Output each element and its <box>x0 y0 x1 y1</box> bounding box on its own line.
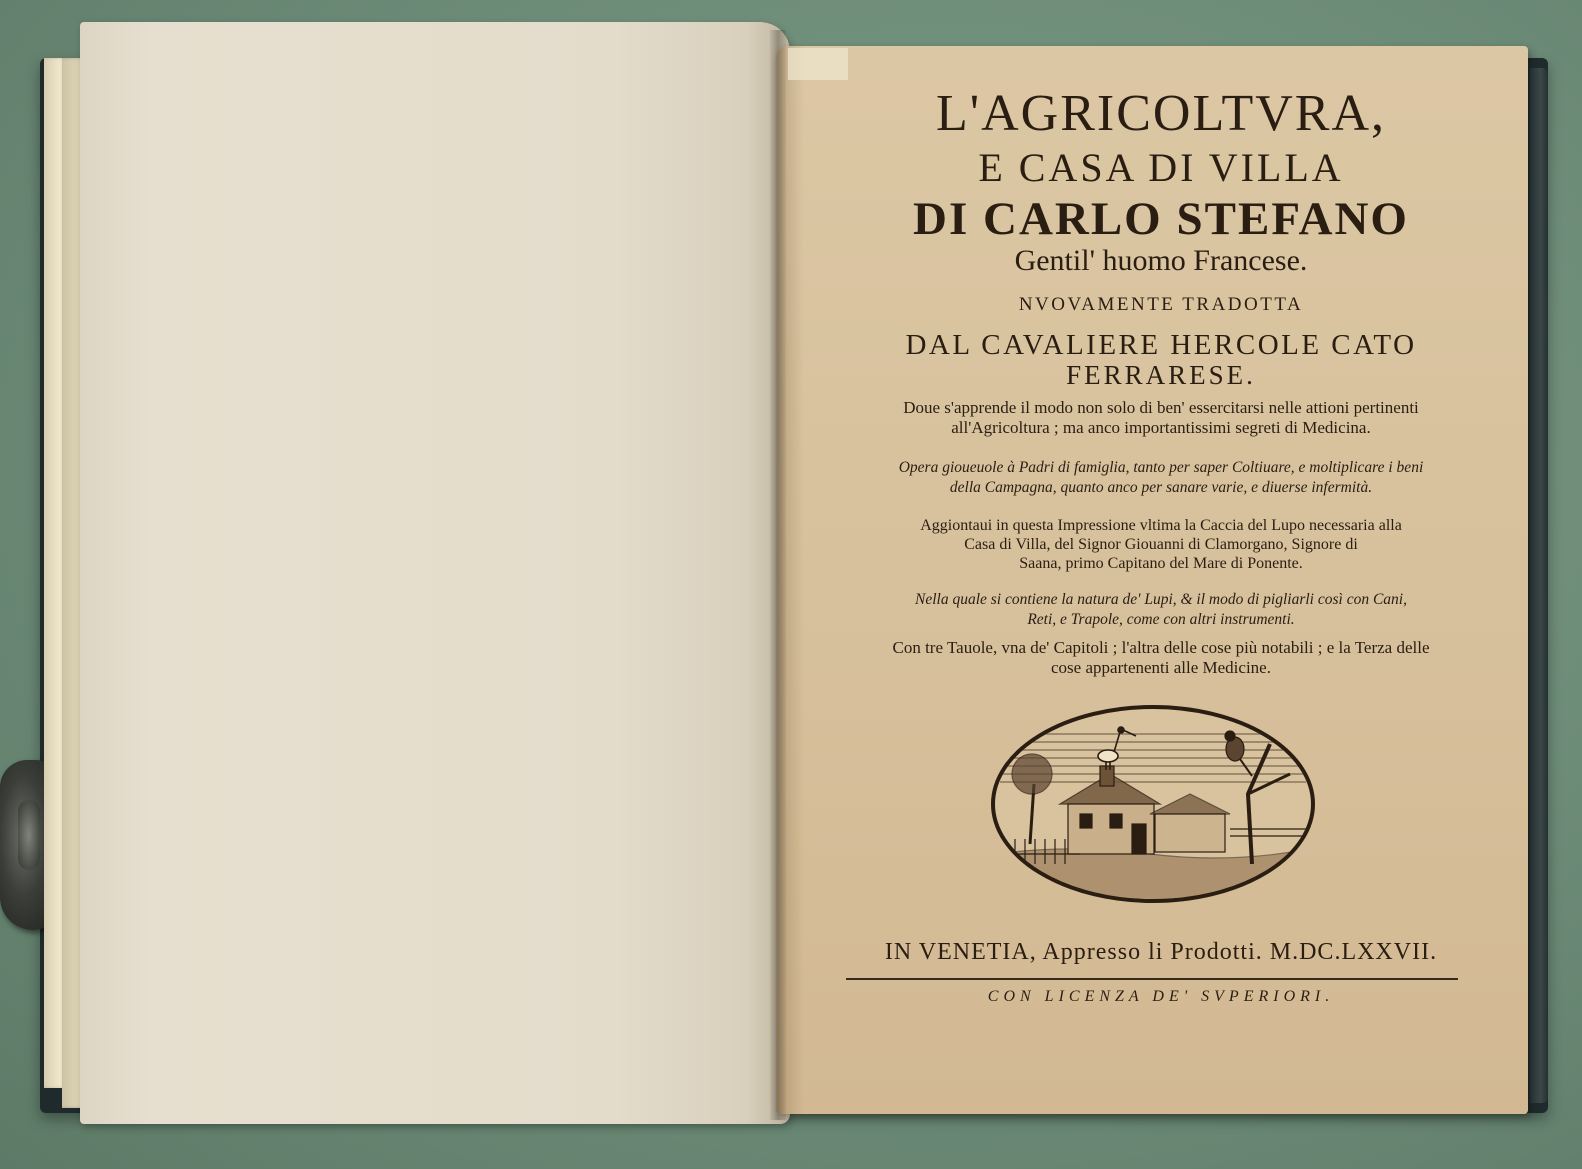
opera-line: della Campagna, quanto anco per sanare varie, e diuerse infermità. <box>949 479 1373 496</box>
title-line-2: E CASA DI VILLA <box>978 145 1344 190</box>
title-translator: DAL CAVALIERE HERCOLE CATO <box>905 329 1417 361</box>
imprint: IN VENETIA, Appresso li Prodotti. M.DC.LXXVII. <box>884 939 1438 965</box>
addition-line: Saana, primo Capitano del Mare di Ponente. <box>1019 555 1303 572</box>
opera-line: Opera gioueuole à Padri di famiglia, tanto per saper Coltiuare, e moltiplicare i beni <box>898 459 1424 476</box>
addition-line: Casa di Villa, del Signor Giouanni di Clamorgano, Signore di <box>964 536 1358 553</box>
spine-gutter <box>770 30 786 1120</box>
title-author: DI CARLO STEFANO <box>913 193 1409 245</box>
left-tree-foliage <box>1012 754 1052 794</box>
description-line: all'Agricoltura ; ma anco importantissimi segreti di Medicina. <box>951 418 1371 437</box>
license-line: CON LICENZA DE' SVPERIORI. <box>987 988 1335 1005</box>
title-translation-note: NVOVAMENTE TRADOTTA <box>1018 294 1304 315</box>
wolf-hunt-line: Nella quale si contiene la natura de' Lupi, & il modo di pigliarli così con Cani, <box>915 591 1407 608</box>
title-author-descriptor: Gentil' huomo Francese. <box>1014 244 1308 277</box>
woodcut-illustration <box>990 704 1316 904</box>
description-line: Doue s'apprende il modo non solo di ben' essercitarsi nelle attioni pertinenti <box>903 398 1419 417</box>
imprint-rule <box>846 978 1458 980</box>
tables-line: cose appartenenti alle Medicine. <box>1051 658 1271 677</box>
wolf-hunt-paragraph <box>836 590 1486 630</box>
addition-paragraph <box>836 516 1486 573</box>
wolf-hunt-line: Reti, e Trapole, come con altri instrumenti. <box>1027 611 1295 628</box>
blank-left-page <box>80 22 790 1124</box>
description-paragraph <box>836 398 1486 438</box>
cover-right-edge <box>1530 68 1548 1103</box>
title-line-1: L'AGRICOLTVRA, <box>935 85 1387 142</box>
tables-paragraph <box>836 638 1486 678</box>
tables-line: Con tre Tauole, vna de' Capitoli ; l'altra delle cose più notabili ; e la Terza delle <box>892 638 1430 657</box>
title-translator-origin: FERRARESE. <box>1066 360 1256 390</box>
opera-paragraph <box>836 458 1486 498</box>
title-page <box>776 46 1528 1114</box>
addition-line: Aggiontaui in questa Impressione vltima la Caccia del Lupo necessaria alla <box>920 517 1402 534</box>
paper-repair-strip <box>788 48 848 80</box>
